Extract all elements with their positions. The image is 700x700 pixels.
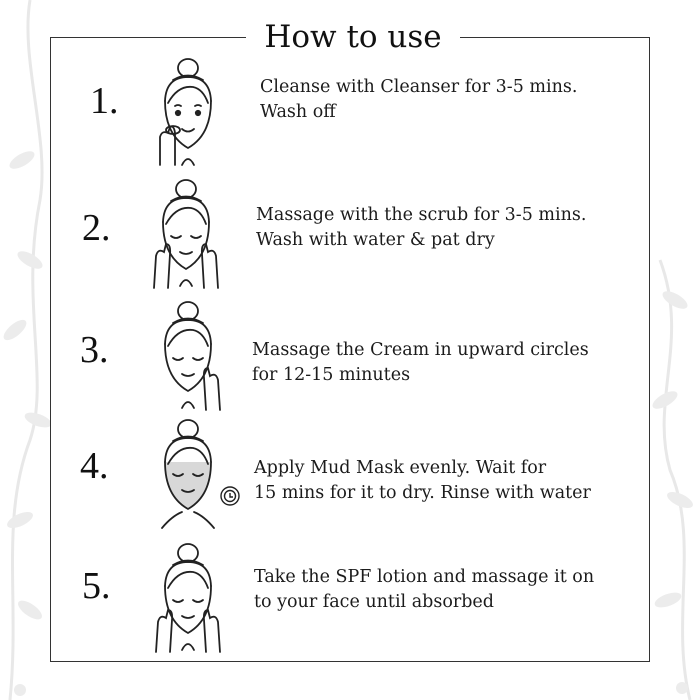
step-number: 4. bbox=[80, 445, 109, 487]
step-text-line-2: to your face until absorbed bbox=[254, 592, 494, 612]
step-description bbox=[260, 75, 577, 125]
step-text-line-2: 15 mins for it to dry. Rinse with water bbox=[254, 483, 591, 503]
step-text-line-1: Cleanse with Cleanser for 3-5 mins. bbox=[260, 77, 578, 97]
face-cream-icon bbox=[148, 298, 228, 418]
step-text-line-2: Wash with water & pat dry bbox=[256, 230, 495, 250]
step-description bbox=[254, 565, 594, 615]
step-description bbox=[252, 338, 589, 388]
step-text-line-1: Apply Mud Mask evenly. Wait for bbox=[254, 458, 547, 478]
step-text-line-1: Take the SPF lotion and massage it on bbox=[254, 567, 595, 587]
page-title: How to use bbox=[246, 12, 460, 62]
step-description bbox=[254, 456, 591, 506]
step-text-line-2: Wash off bbox=[260, 102, 336, 122]
clock-icon bbox=[221, 487, 239, 505]
face-cleansing-icon bbox=[148, 55, 228, 175]
step-description bbox=[256, 203, 586, 253]
face-mask-icon bbox=[148, 416, 248, 536]
step-number: 2. bbox=[82, 207, 111, 249]
face-scrub-icon bbox=[146, 176, 226, 296]
step-text-line-1: Massage the Cream in upward circles bbox=[252, 340, 589, 360]
step-text-line-2: for 12-15 minutes bbox=[252, 365, 411, 385]
step-number: 5. bbox=[82, 565, 111, 607]
step-text-line-1: Massage with the scrub for 3-5 mins. bbox=[256, 205, 587, 225]
face-spf-icon bbox=[148, 540, 228, 660]
step-number: 1. bbox=[90, 80, 119, 122]
step-number: 3. bbox=[80, 329, 109, 371]
